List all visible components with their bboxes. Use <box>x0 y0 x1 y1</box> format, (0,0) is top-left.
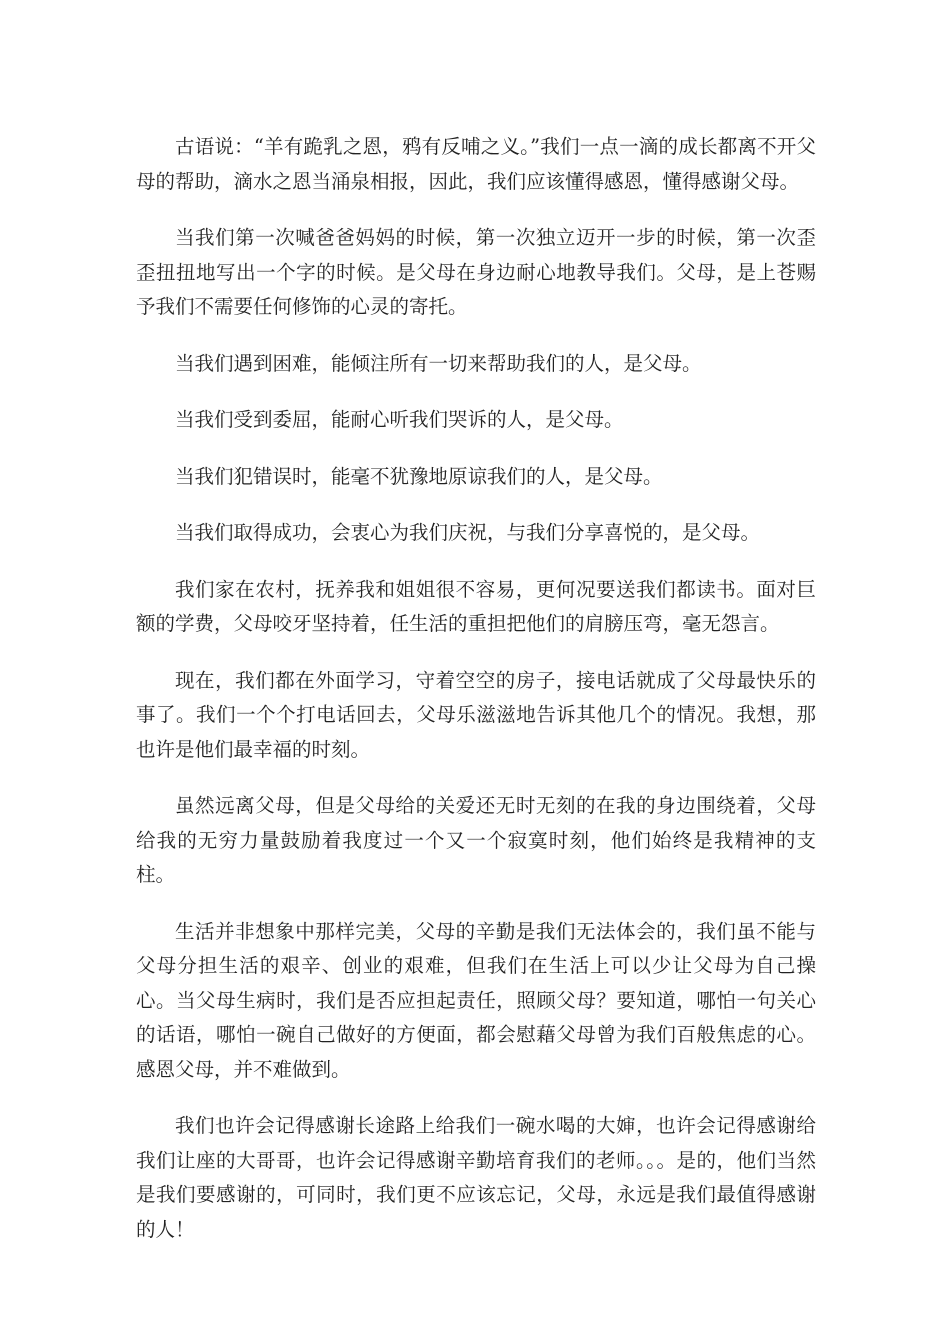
paragraph: 虽然远离父母，但是父母给的关爱还无时无刻的在我的身边围绕着，父母给我的无穷力量鼓励着我度过一个又一个寂寞时刻，他们始终是我精神的支柱。 <box>136 794 816 886</box>
paragraph: 我们家在农村，抚养我和姐姐很不容易，更何况要送我们都读书。面对巨额的学费，父母咬牙坚持着，任生活的重担把他们的肩膀压弯，毫无怨言。 <box>136 577 816 635</box>
paragraph: 生活并非想象中那样完美，父母的辛勤是我们无法体会的，我们虽不能与父母分担生活的艰辛、创业的艰难，但我们在生活上可以少让父母为自己操心。当父母生病时，我们是否应担起责任，照顾父母？要知道，哪怕一句关心的话语，哪怕一碗自己做好的方便面，都会慰藉父母曾为我们百般焦虑的心。感恩父母，并不难做到。 <box>136 919 816 1081</box>
paragraph: 当我们取得成功，会衷心为我们庆祝，与我们分享喜悦的，是父母。 <box>175 521 761 544</box>
paragraph: 当我们第一次喊爸爸妈妈的时候，第一次独立迈开一步的时候，第一次歪歪扭扭地写出一个字的时候。是父母在身边耐心地教导我们。父母，是上苍赐予我们不需要任何修饰的心灵的寄托。 <box>136 226 816 318</box>
paragraph: 古语说：“羊有跪乳之恩，鸦有反哺之义。”我们一点一滴的成长都离不开父母的帮助，滴水之恩当涌泉相报，因此，我们应该懂得感恩，懂得感谢父母。 <box>136 135 816 193</box>
paragraph: 当我们遇到困难，能倾注所有一切来帮助我们的人，是父母。 <box>175 351 702 375</box>
paragraph: 当我们犯错误时，能毫不犹豫地原谅我们的人，是父母。 <box>175 464 663 488</box>
paragraph: 我们也许会记得感谢长途路上给我们一碗水喝的大婶，也许会记得感谢给我们让座的大哥哥，也许会记得感谢辛勤培育我们的老师。。。是的，他们当然是我们要感谢的，可同时，我们更不应该忘记，父母，永远是我们最值得感谢的人！ <box>136 1114 816 1241</box>
paragraph: 当我们受到委屈，能耐心听我们哭诉的人，是父母。 <box>175 408 624 431</box>
paragraph: 现在，我们都在外面学习，守着空空的房子，接电话就成了父母最快乐的事了。我们一个个打电话回去，父母乐滋滋地告诉其他几个的情况。我想，那也许是他们最幸福的时刻。 <box>136 668 816 761</box>
document-body <box>136 130 816 1269</box>
